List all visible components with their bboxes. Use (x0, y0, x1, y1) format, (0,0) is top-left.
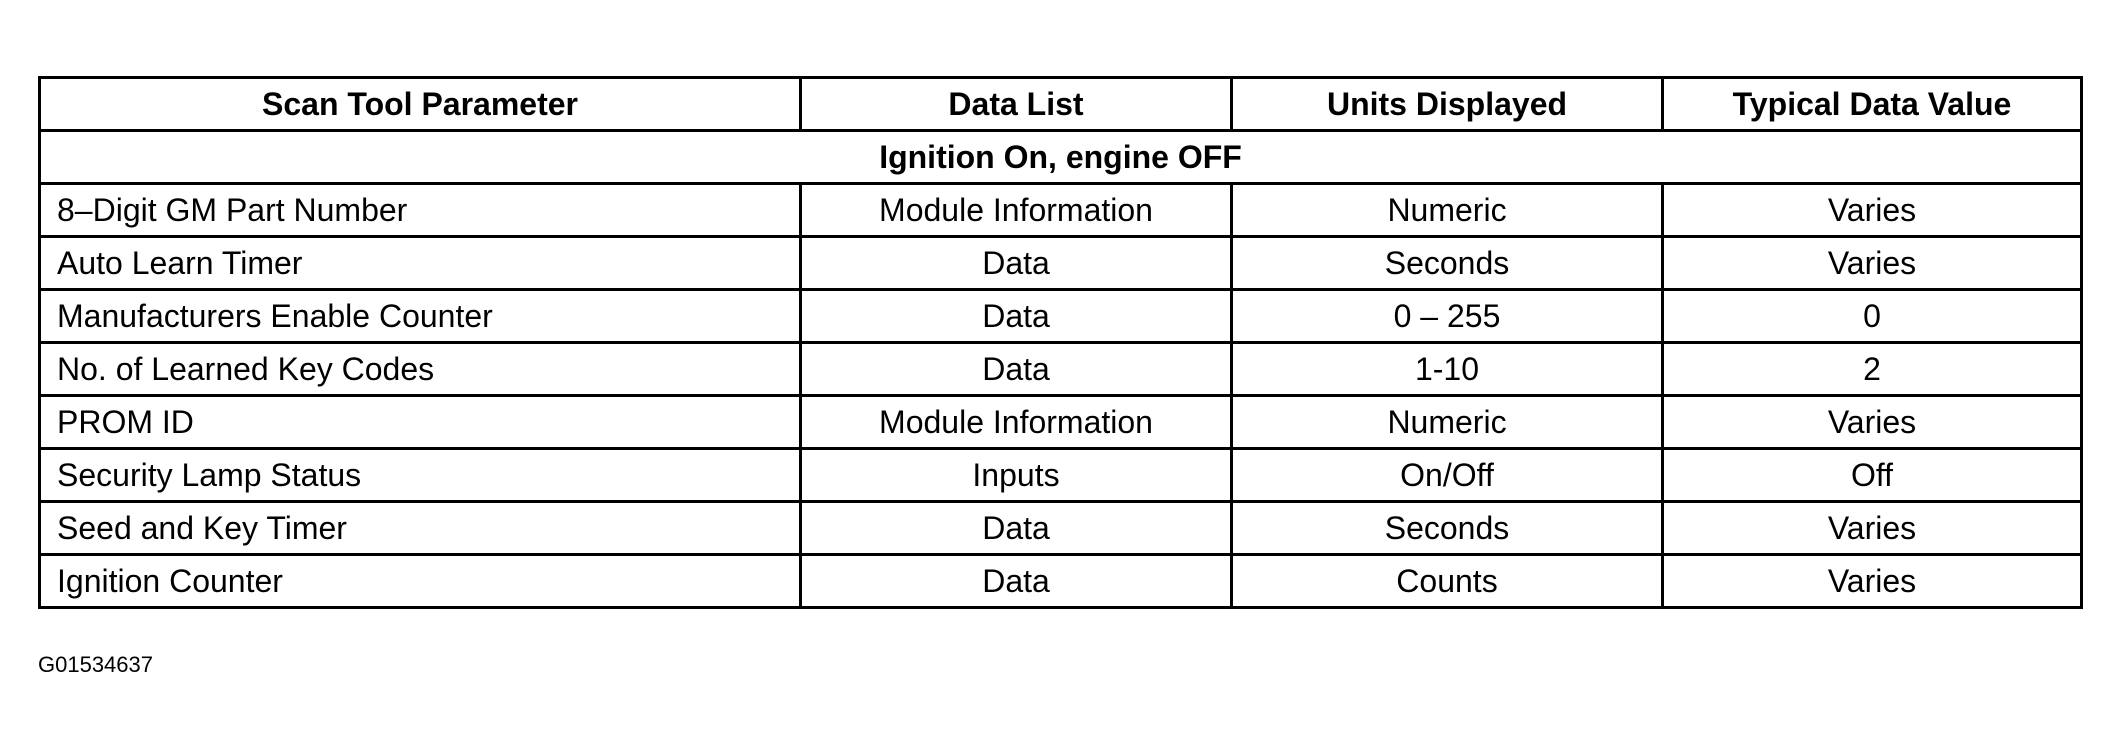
table-row (40, 343, 2082, 396)
table-row (40, 396, 2082, 449)
table-row (40, 502, 2082, 555)
typical-value-cell: Varies (1663, 502, 2082, 555)
units-cell: Counts (1232, 555, 1663, 608)
units-cell: Numeric (1232, 184, 1663, 237)
typical-value-cell: 2 (1663, 343, 2082, 396)
column-header-scan-tool-parameter: Scan Tool Parameter (40, 78, 801, 131)
data-list-cell: Data (801, 343, 1232, 396)
data-list-cell: Module Information (801, 184, 1232, 237)
parameter-cell: Ignition Counter (40, 555, 801, 608)
data-list-cell: Module Information (801, 396, 1232, 449)
table-row (40, 290, 2082, 343)
table-row (40, 237, 2082, 290)
parameter-cell: No. of Learned Key Codes (40, 343, 801, 396)
units-cell: Seconds (1232, 502, 1663, 555)
units-cell: On/Off (1232, 449, 1663, 502)
typical-value-cell: Varies (1663, 555, 2082, 608)
units-cell: 1-10 (1232, 343, 1663, 396)
parameter-cell: 8–Digit GM Part Number (40, 184, 801, 237)
parameter-cell: PROM ID (40, 396, 801, 449)
parameter-cell: Manufacturers Enable Counter (40, 290, 801, 343)
data-list-cell: Inputs (801, 449, 1232, 502)
typical-value-cell: Varies (1663, 184, 2082, 237)
section-row (40, 131, 2082, 184)
parameter-cell: Auto Learn Timer (40, 237, 801, 290)
parameter-cell: Security Lamp Status (40, 449, 801, 502)
data-list-cell: Data (801, 290, 1232, 343)
column-header-typical-data-value: Typical Data Value (1663, 78, 2082, 131)
units-cell: Seconds (1232, 237, 1663, 290)
data-list-cell: Data (801, 237, 1232, 290)
typical-value-cell: Varies (1663, 237, 2082, 290)
typical-value-cell: Off (1663, 449, 2082, 502)
units-cell: Numeric (1232, 396, 1663, 449)
typical-value-cell: Varies (1663, 396, 2082, 449)
table-row (40, 449, 2082, 502)
column-header-data-list: Data List (801, 78, 1232, 131)
section-title: Ignition On, engine OFF (40, 131, 2082, 184)
table-row (40, 555, 2082, 608)
column-header-units-displayed: Units Displayed (1232, 78, 1663, 131)
scan-tool-data-table (38, 76, 2083, 609)
typical-value-cell: 0 (1663, 290, 2082, 343)
data-table-container (38, 76, 2080, 609)
units-cell: 0 – 255 (1232, 290, 1663, 343)
parameter-cell: Seed and Key Timer (40, 502, 801, 555)
table-row (40, 184, 2082, 237)
data-list-cell: Data (801, 502, 1232, 555)
data-list-cell: Data (801, 555, 1232, 608)
header-row (40, 78, 2082, 131)
figure-id: G01534637 (38, 652, 153, 677)
